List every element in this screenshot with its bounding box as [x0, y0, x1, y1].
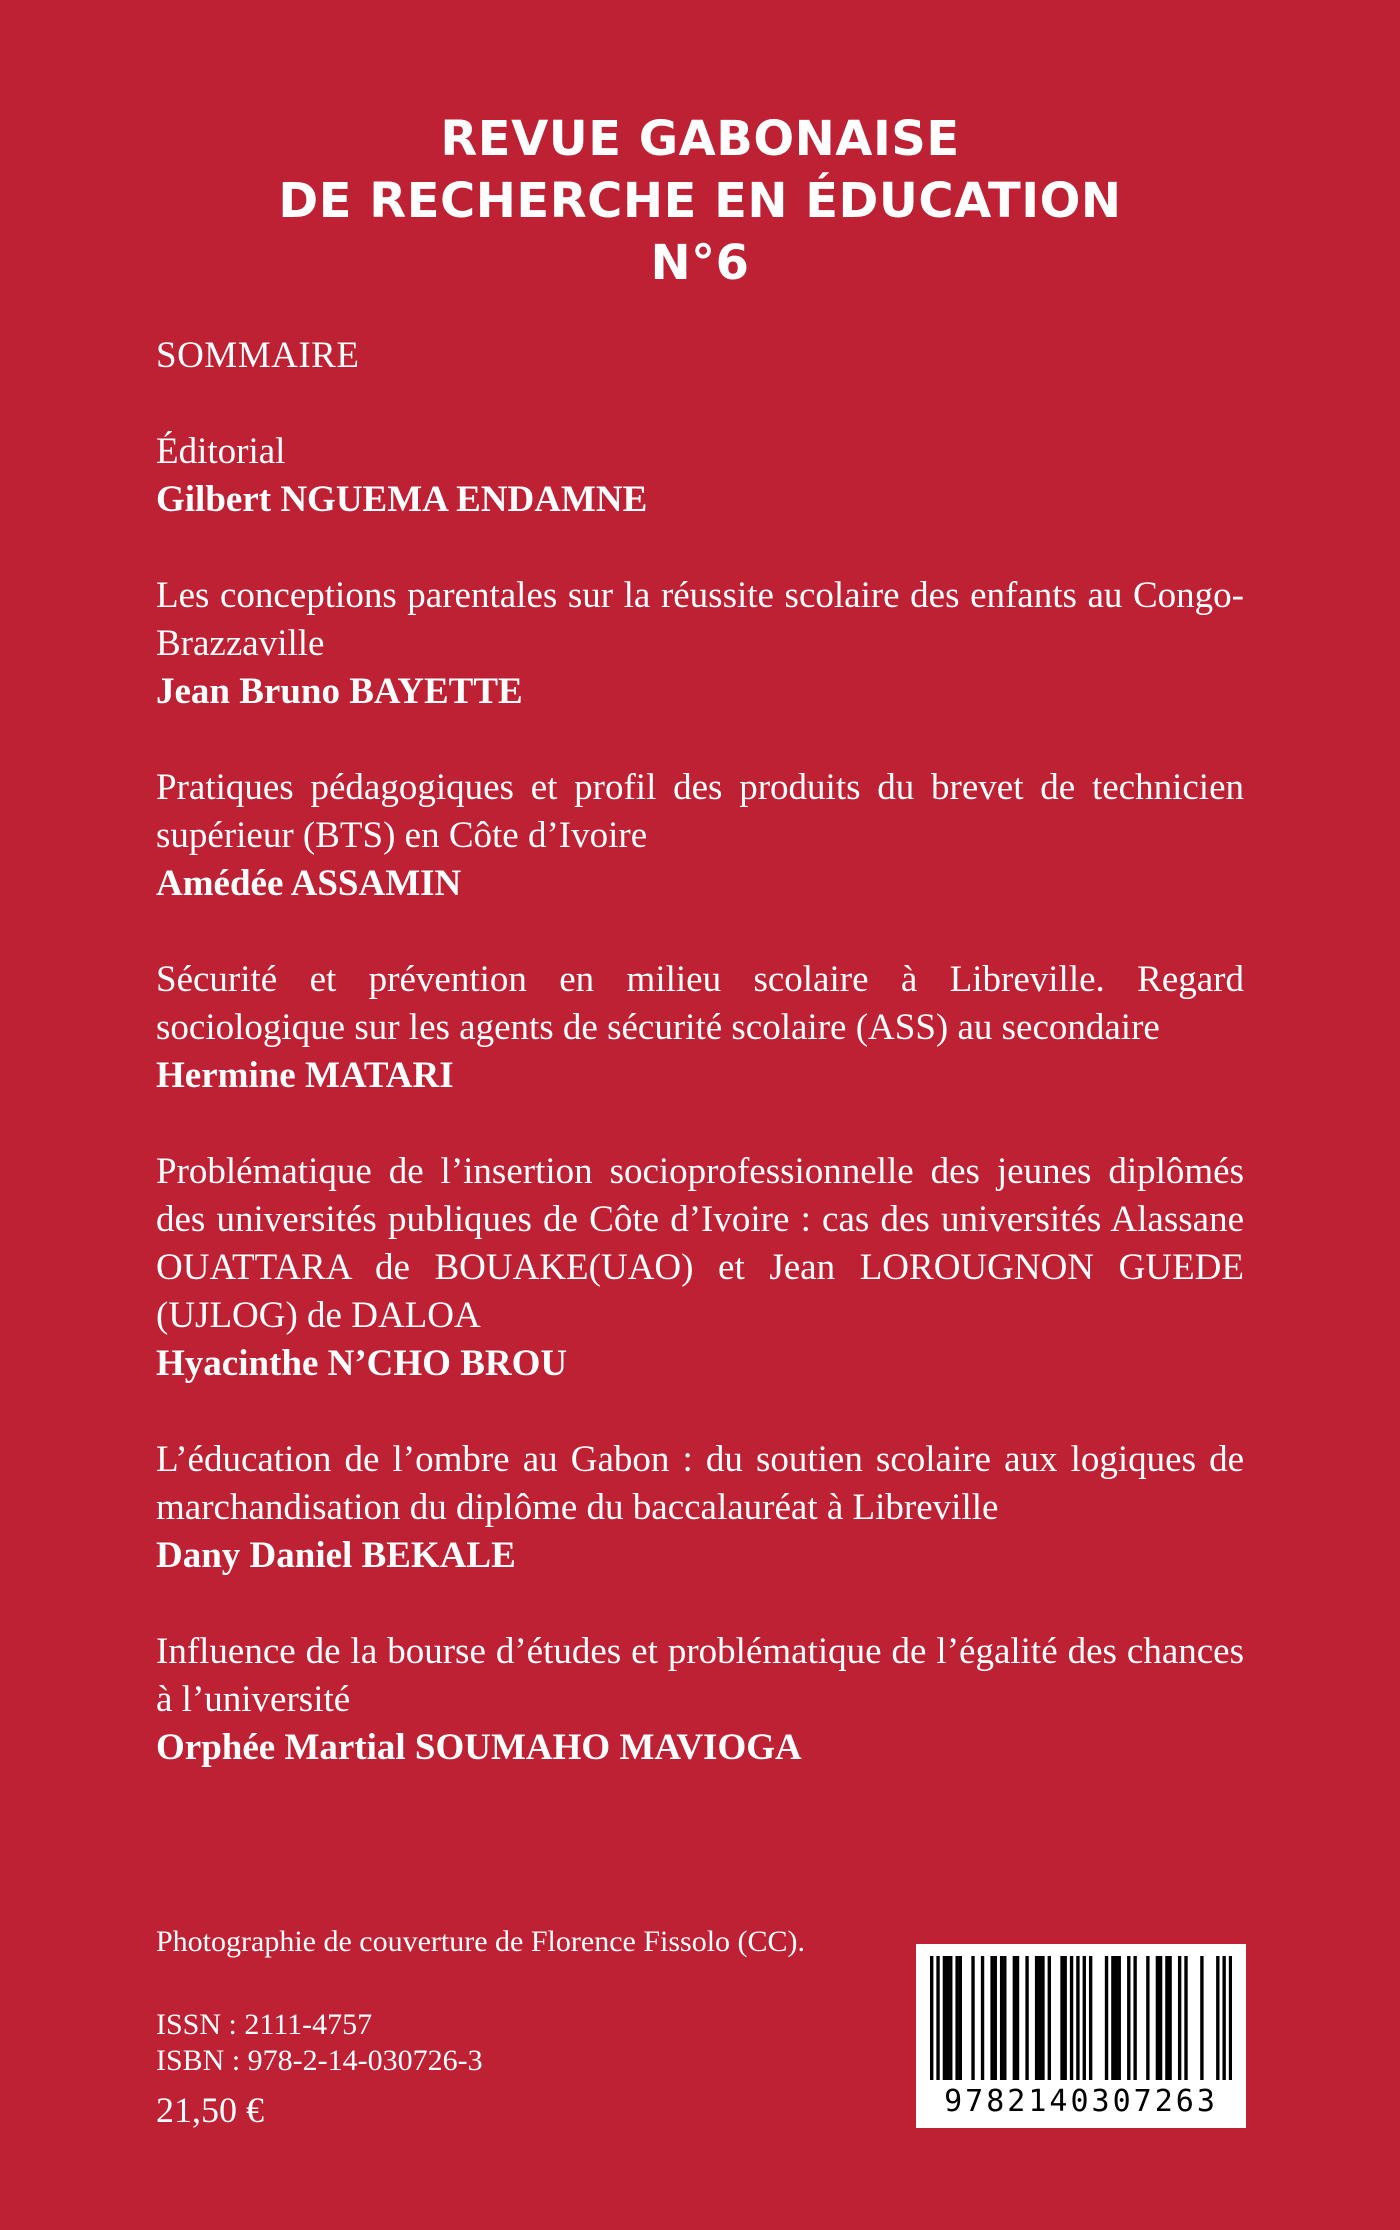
article-author: Jean Bruno BAYETTE: [156, 671, 523, 712]
barcode: [916, 1944, 1246, 2128]
barcode-bar: [1089, 1956, 1092, 2080]
barcode-bar: [1159, 1956, 1162, 2080]
barcode-bar: [946, 1956, 949, 2080]
barcode-bar: [1229, 1956, 1232, 2080]
barcode-bar: [1114, 1956, 1117, 2080]
article-title: Éditorial: [156, 431, 286, 472]
toc-entry: [156, 1148, 1244, 1388]
barcode-bar: [1127, 1956, 1130, 2080]
journal-title-line-1: REVUE GABONAISE: [440, 111, 960, 167]
article-title: Sécurité et prévention en milieu scolaire à Libreville. Regard sociologique sur les agents de sécurité scolaire (ASS) au secondaire: [156, 959, 1244, 1048]
article-author: Gilbert NGUEMA ENDAMNE: [156, 479, 648, 520]
barcode-bar: [936, 1956, 939, 2080]
barcode-bar: [1118, 1956, 1121, 2080]
barcode-bar: [1038, 1956, 1041, 2080]
barcode-bar: [1025, 1956, 1028, 2080]
article-title: Pratiques pédagogiques et profil des produits du brevet de technicien supérieur (BTS) en Côte d’Ivoire: [156, 767, 1244, 856]
journal-issue-number: N°6: [650, 235, 750, 291]
article-author: Hyacinthe N’CHO BROU: [156, 1343, 568, 1384]
barcode-bar: [1000, 1956, 1003, 2080]
journal-title: [0, 108, 1400, 294]
barcode-bar: [1222, 1956, 1225, 2080]
barcode-bar: [971, 1956, 974, 2080]
barcode-bar: [1060, 1956, 1063, 2080]
table-of-contents: [156, 332, 1244, 1820]
toc-entry: [156, 428, 1244, 524]
photo-credit: Photographie de couverture de Florence Fissolo (CC).: [156, 1925, 806, 1958]
journal-title-line-2: DE RECHERCHE EN ÉDUCATION: [278, 173, 1122, 229]
barcode-bar: [1064, 1956, 1067, 2080]
article-author: Hermine MATARI: [156, 1055, 454, 1096]
barcode-bar: [949, 1956, 952, 2080]
isbn: ISBN : 978-2-14-030726-3: [156, 2044, 483, 2077]
summary-heading: SOMMAIRE: [156, 335, 360, 376]
barcode-bar: [1165, 1956, 1168, 2080]
barcode-bar: [1168, 1956, 1171, 2080]
barcode-bar: [1216, 1956, 1219, 2080]
barcode-digits: 9782140307263: [944, 2084, 1218, 2119]
price: 21,50 €: [156, 2090, 264, 2130]
barcode-bar: [1111, 1956, 1114, 2080]
barcode-bar: [959, 1956, 962, 2080]
barcode-bar: [1016, 1956, 1019, 2080]
barcode-bar: [1178, 1956, 1181, 2080]
barcode-bar: [981, 1956, 984, 2080]
toc-entry: [156, 764, 1244, 908]
barcode-bar: [930, 1956, 933, 2080]
barcode-bar: [1041, 1956, 1044, 2080]
toc-entry: [156, 1628, 1244, 1772]
barcode-bar: [1133, 1956, 1136, 2080]
barcode-bar: [1035, 1956, 1038, 2080]
barcode-bar: [943, 1956, 946, 2080]
barcode-bar: [1184, 1956, 1187, 2080]
toc-entry: [156, 956, 1244, 1100]
barcode-bar: [990, 1956, 993, 2080]
issn: ISSN : 2111-4757: [156, 2008, 373, 2041]
barcode-bar: [1003, 1956, 1006, 2080]
barcode-bar: [1105, 1956, 1108, 2080]
barcode-bar: [1070, 1956, 1073, 2080]
toc-entry: [156, 1436, 1244, 1580]
barcode-bar: [994, 1956, 997, 2080]
barcode-bar: [1146, 1956, 1149, 2080]
article-title: Influence de la bourse d’études et problématique de l’égalité des chances à l’université: [156, 1631, 1244, 1720]
barcode-bar: [1083, 1956, 1086, 2080]
article-title: Problématique de l’insertion socioprofessionnelle des jeunes diplômés des universités publiques de Côte d’Ivoire : cas des universités Alassane OUATTARA de BOUAKE(UAO) et Jean LOROUGNON GUEDE (UJLOG) de DALOA: [156, 1151, 1244, 1336]
article-author: Dany Daniel BEKALE: [156, 1535, 516, 1576]
barcode-bar: [1076, 1956, 1079, 2080]
toc-entry: [156, 572, 1244, 716]
article-author: Amédée ASSAMIN: [156, 863, 462, 904]
article-title: Les conceptions parentales sur la réussite scolaire des enfants au Congo-Brazzaville: [156, 575, 1244, 664]
article-title: L’éducation de l’ombre au Gabon : du soutien scolaire aux logiques de marchandisation du diplôme du baccalauréat à Libreville: [156, 1439, 1244, 1528]
barcode-bars-icon: [930, 1956, 1232, 2080]
barcode-bar: [1156, 1956, 1159, 2080]
barcode-bar: [1200, 1956, 1203, 2080]
barcode-bar: [1048, 1956, 1051, 2080]
barcode-bar: [1013, 1956, 1016, 2080]
barcode-bar: [955, 1956, 958, 2080]
article-author: Orphée Martial SOUMAHO MAVIOGA: [156, 1727, 802, 1768]
